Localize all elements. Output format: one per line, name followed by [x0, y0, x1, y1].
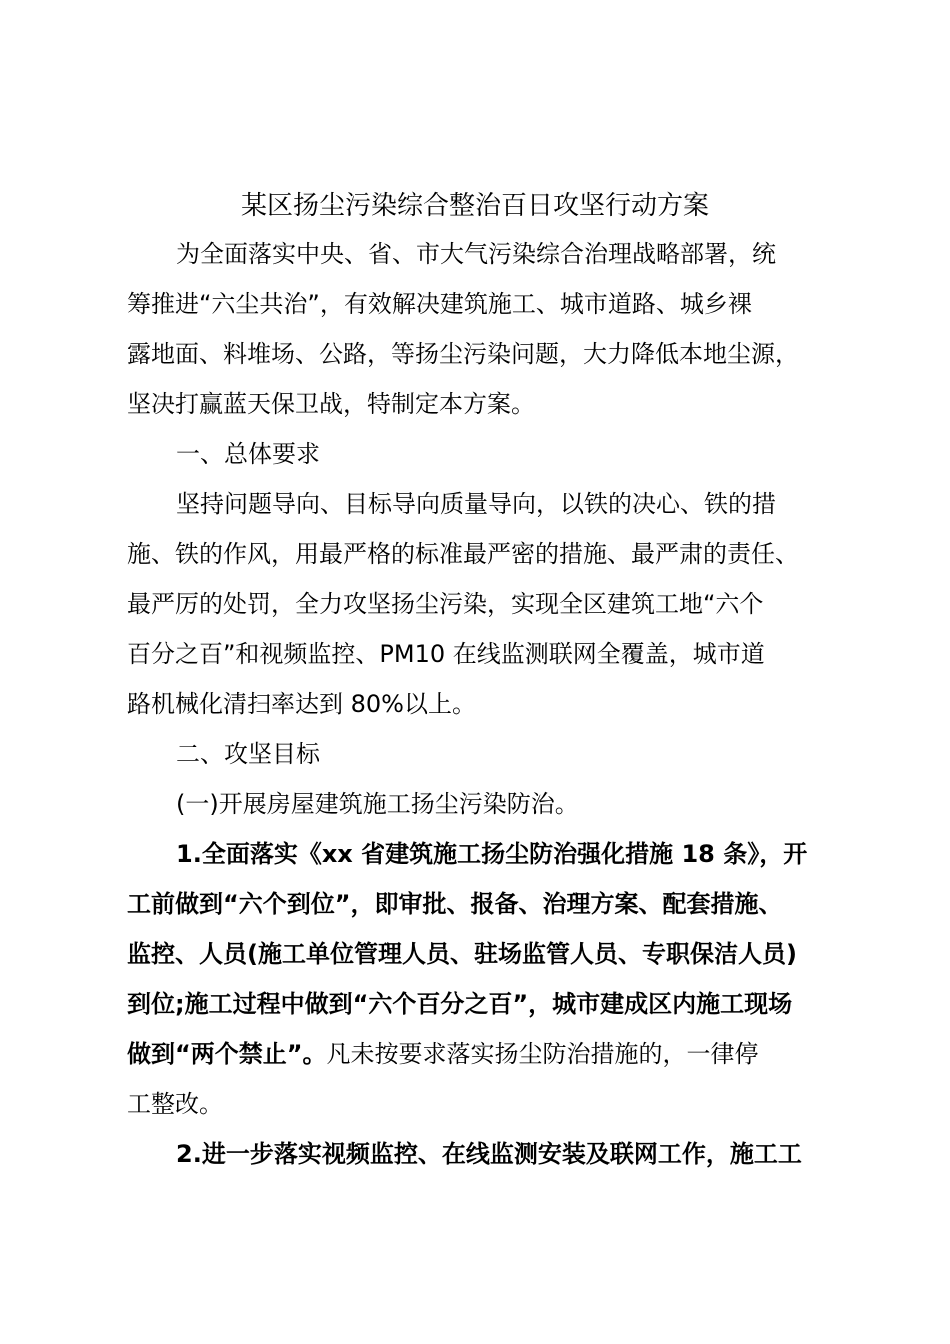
section1-line-2: 施、铁的作风，用最严格的标准最严密的措施、最严肃的责任、	[127, 540, 799, 568]
item1-line-2: 工前做到“六个到位”，即审批、报备、治理方案、配套措施、	[127, 890, 783, 918]
subsection-heading-construction-dust: (一)开展房屋建筑施工扬尘污染防治。	[176, 790, 579, 818]
document-title: 某区扬尘污染综合整治百日攻坚行动方案	[240, 191, 709, 221]
item1-line-1: 1.全面落实《xx 省建筑施工扬尘防治强化措施 18 条》，开	[176, 840, 808, 868]
section-heading-overall-requirements: 一、总体要求	[176, 440, 320, 468]
item1-line-3: 监控、人员(施工单位管理人员、驻场监管人员、专职保洁人员)	[127, 940, 797, 968]
item2-line-1: 2.进一步落实视频监控、在线监测安装及联网工作，施工工	[176, 1140, 802, 1168]
section1-line-4: 百分之百”和视频监控、PM10 在线监测联网全覆盖，城市道	[127, 640, 765, 668]
item1-line-5	[127, 1036, 759, 1072]
item1-bold-phrase: 做到“两个禁止”。	[127, 1040, 327, 1068]
intro-line-2: 筹推进“六尘共治”，有效解决建筑施工、城市道路、城乡裸	[127, 290, 752, 318]
item1-normal-phrase: 凡未按要求落实扬尘防治措施的，一律停	[326, 1040, 759, 1068]
section1-line-1: 坚持问题导向、目标导向质量导向，以铁的决心、铁的措	[176, 490, 776, 518]
section1-line-3: 最严厉的处罚，全力攻坚扬尘污染，实现全区建筑工地“六个	[127, 590, 764, 618]
item1-line-6: 工整改。	[127, 1090, 223, 1118]
section-heading-goals: 二、攻坚目标	[176, 740, 320, 768]
section1-line-5: 路机械化清扫率达到 80%以上。	[127, 690, 476, 718]
intro-line-4: 坚决打赢蓝天保卫战，特制定本方案。	[127, 390, 535, 418]
intro-line-1: 为全面落实中央、省、市大气污染综合治理战略部署，统	[176, 240, 776, 268]
item1-line-4: 到位;施工过程中做到“六个百分之百”，城市建成区内施工现场	[127, 990, 793, 1018]
intro-line-3: 露地面、料堆场、公路，等扬尘污染问题，大力降低本地尘源，	[127, 340, 799, 368]
